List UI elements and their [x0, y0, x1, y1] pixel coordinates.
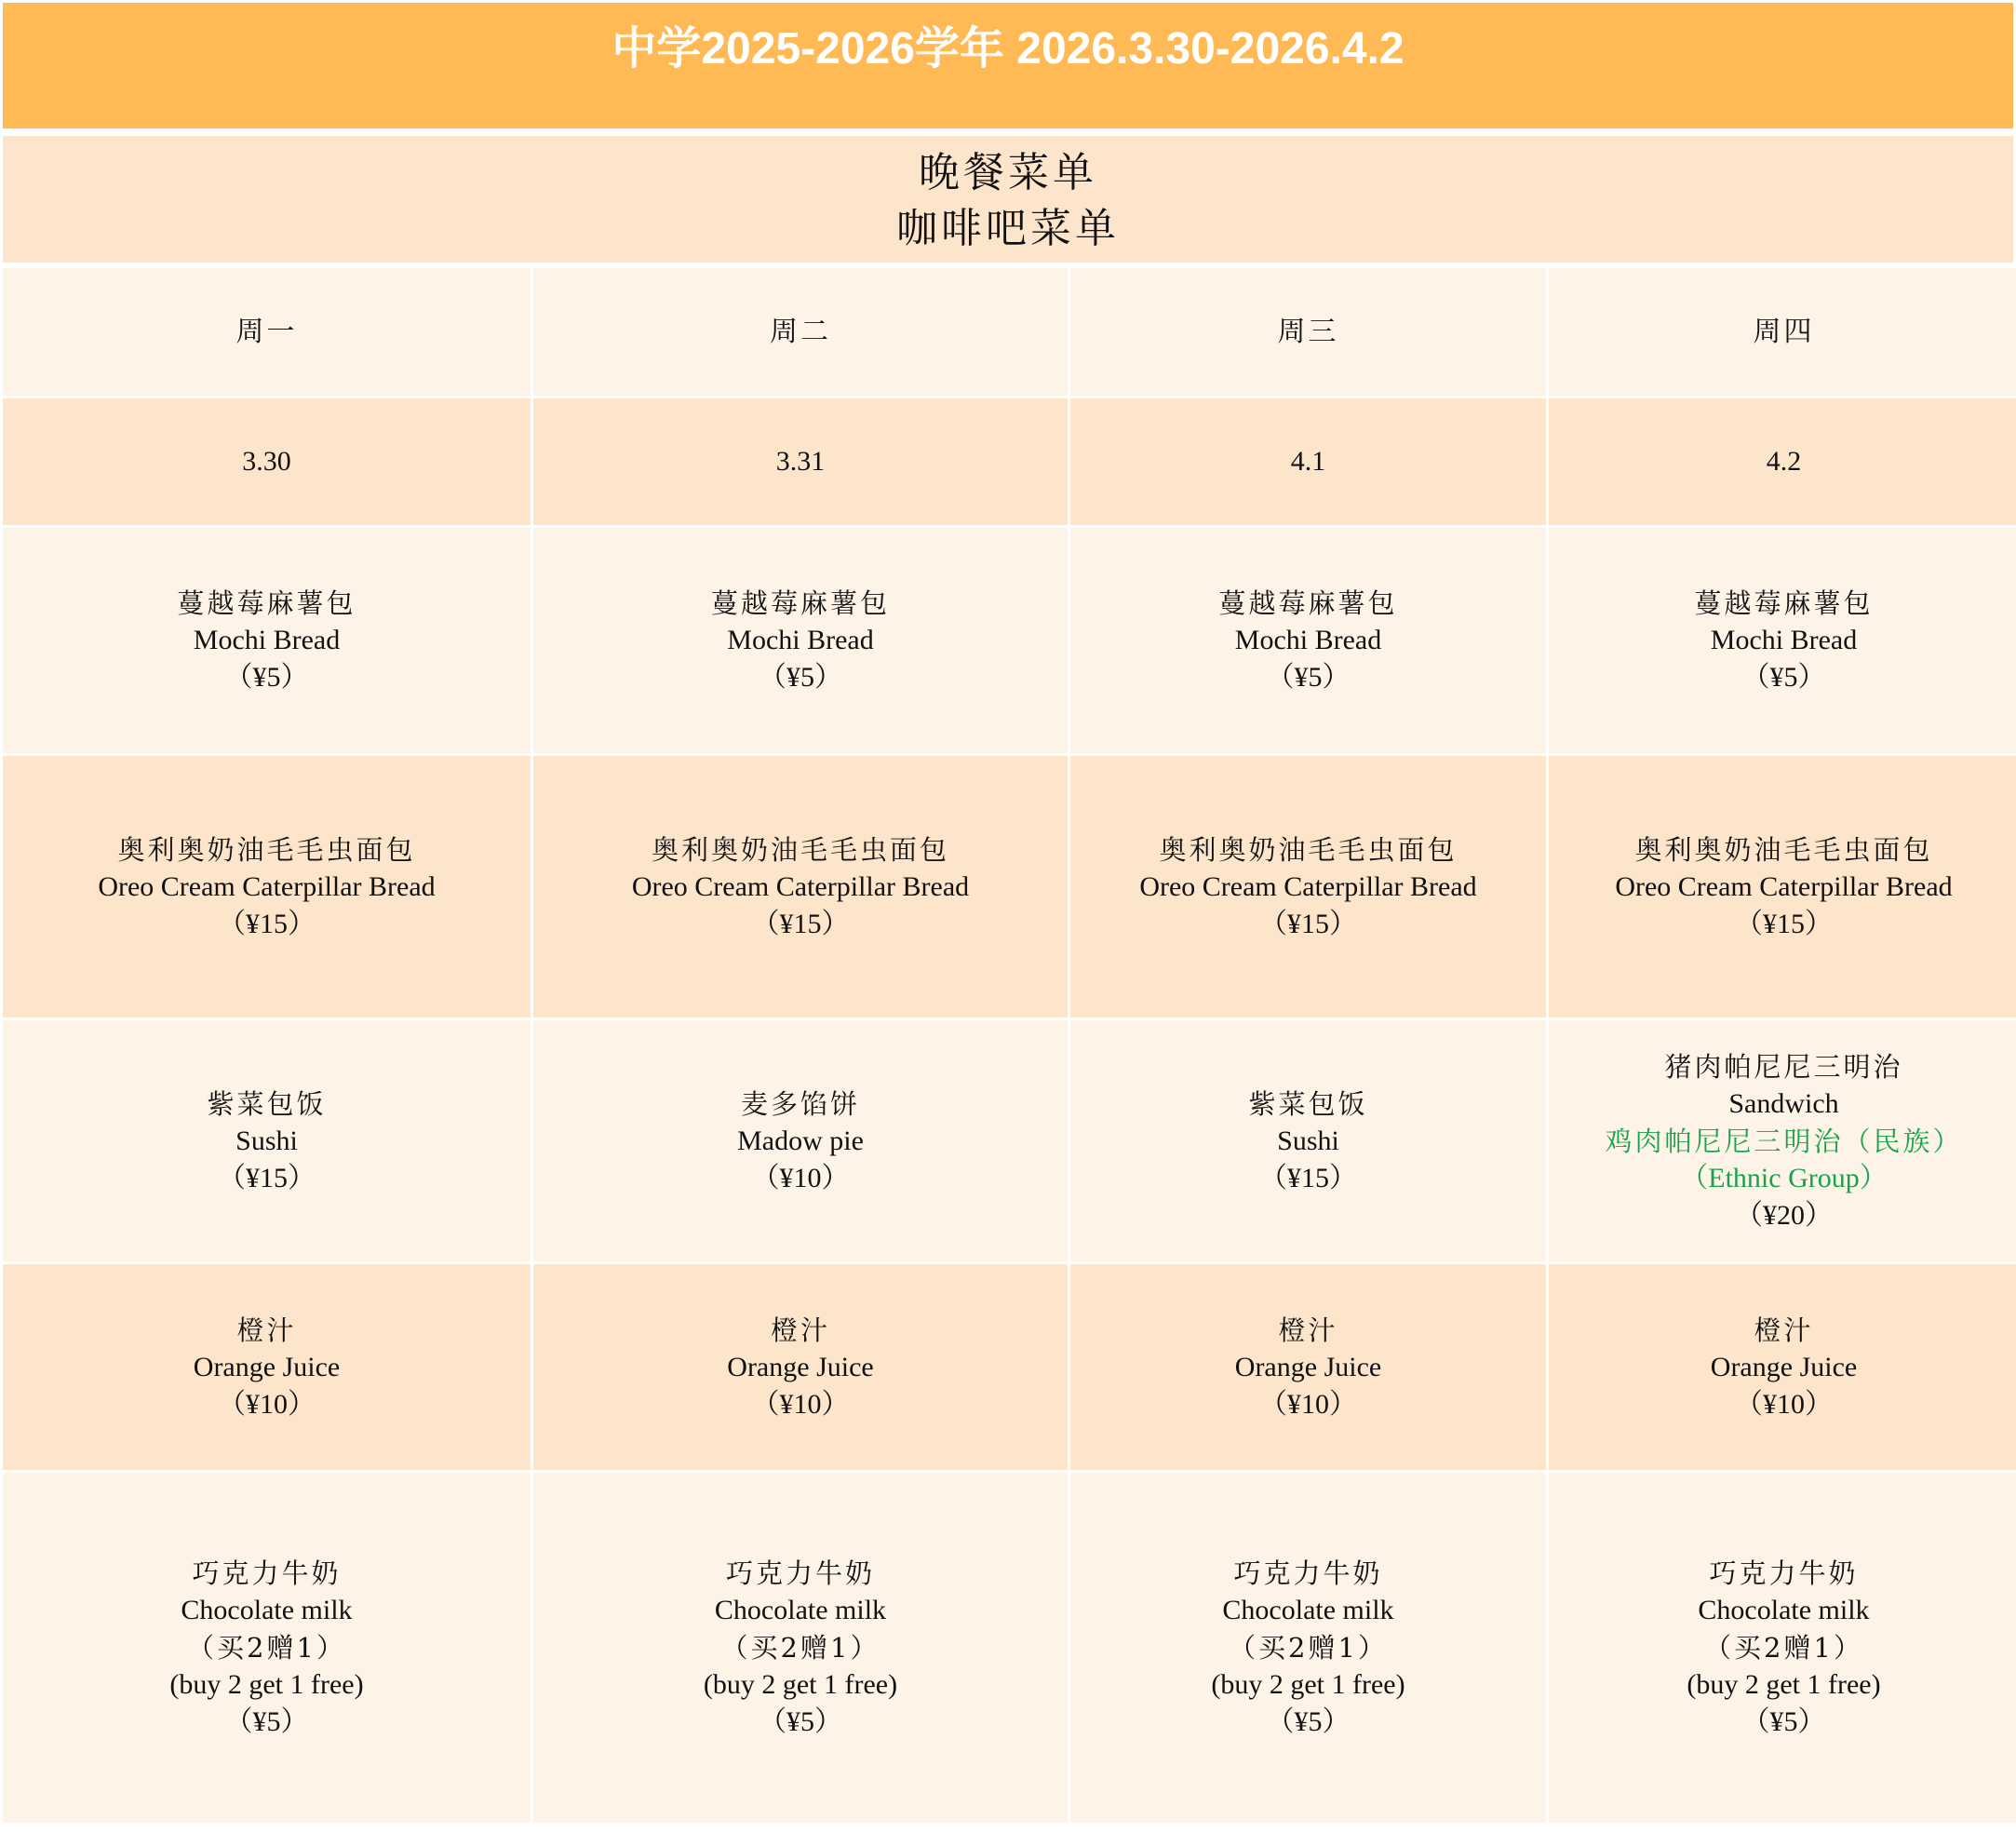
item-name-zh: 巧克力牛奶 — [725, 1557, 875, 1589]
item-price: （¥10） — [218, 1388, 316, 1420]
promo-en: (buy 2 get 1 free) — [703, 1669, 898, 1700]
item-name-zh: 蔓越莓麻薯包 — [710, 587, 890, 619]
menu-item — [533, 1473, 1068, 1823]
menu-item — [1070, 1020, 1546, 1261]
item-name-en: Mochi Bread — [193, 625, 341, 655]
item-name-en: Orange Juice — [193, 1351, 341, 1382]
item-price: （¥5） — [1266, 662, 1351, 693]
item-name-zh: 蔓越莓麻薯包 — [1218, 587, 1398, 619]
item-name-zh: 蔓越莓麻薯包 — [1694, 587, 1874, 619]
menu-item — [533, 1020, 1068, 1261]
date-cell: 4.1 — [1070, 398, 1546, 525]
item-price: （¥15） — [218, 1162, 316, 1193]
menu-item — [1549, 528, 2016, 753]
item-price: （¥5） — [224, 1706, 309, 1737]
item-name-zh: 奥利奥奶油毛毛虫面包 — [117, 833, 416, 866]
item-name-zh: 奥利奥奶油毛毛虫面包 — [1159, 833, 1458, 866]
menu-item — [1549, 756, 2016, 1018]
menu-table — [0, 265, 2016, 1826]
item-price: （¥5） — [1741, 662, 1826, 693]
weekday-cell: 周四 — [1549, 268, 2016, 396]
item-price: （¥15） — [1259, 1162, 1357, 1193]
menu-item — [1070, 1473, 1546, 1823]
menu-item — [1070, 528, 1546, 753]
item-name-en: Chocolate milk — [1698, 1595, 1870, 1625]
item-name-en: Chocolate milk — [714, 1595, 887, 1625]
item-price: （¥15） — [751, 908, 850, 939]
menu-row-chocolate-milk — [3, 1473, 2016, 1823]
dinner-menu-heading: 晚餐菜单 — [919, 149, 1097, 196]
item-price: （¥5） — [1741, 1706, 1826, 1737]
promo-zh: （买2赠1） — [187, 1632, 346, 1664]
item-name-zh: 橙汁 — [770, 1314, 830, 1346]
item-price: （¥5） — [759, 1706, 842, 1737]
item-price: （¥15） — [218, 908, 316, 939]
cafe-menu-heading: 咖啡吧菜单 — [896, 205, 1120, 252]
date-cell: 4.2 — [1549, 398, 2016, 525]
item-name-en: Oreo Cream Caterpillar Bread — [1139, 870, 1477, 902]
item-name-en: Oreo Cream Caterpillar Bread — [1615, 870, 1953, 902]
item-name-en: Orange Juice — [1710, 1351, 1858, 1382]
item-name-en: Mochi Bread — [1234, 625, 1382, 655]
menu-item — [3, 528, 531, 753]
item-price: （¥10） — [1259, 1388, 1357, 1420]
date-cell: 3.31 — [533, 398, 1068, 525]
item-name-en: Chocolate milk — [181, 1595, 353, 1625]
date-cell: 3.30 — [3, 398, 531, 525]
item-name-zh: 橙汁 — [1278, 1314, 1338, 1346]
promo-zh: （买2赠1） — [1229, 1632, 1388, 1664]
item-name-zh: 奥利奥奶油毛毛虫面包 — [1634, 833, 1933, 866]
item-name-en: Oreo Cream Caterpillar Bread — [98, 870, 436, 902]
item-price: （¥5） — [1266, 1706, 1351, 1737]
item-price: （¥15） — [1259, 908, 1357, 939]
promo-en: (buy 2 get 1 free) — [169, 1669, 364, 1700]
item-name-en: Madow pie — [737, 1125, 864, 1156]
menu-subtitle — [3, 136, 2013, 263]
promo-zh: （买2赠1） — [720, 1632, 880, 1664]
item-name-en: Mochi Bread — [1710, 625, 1858, 655]
ethnic-option-en: （Ethnic Group） — [1680, 1162, 1888, 1193]
item-price: （¥20） — [1735, 1199, 1833, 1231]
promo-en: (buy 2 get 1 free) — [1687, 1669, 1881, 1700]
menu-row-mochi — [3, 528, 2016, 753]
item-price: （¥5） — [759, 662, 842, 693]
item-price: （¥10） — [751, 1388, 850, 1420]
menu-item — [533, 1264, 1068, 1470]
weekday-cell: 周二 — [533, 268, 1068, 396]
item-name-zh: 麦多馅饼 — [740, 1087, 860, 1120]
item-name-zh: 巧克力牛奶 — [1709, 1557, 1859, 1589]
menu-item — [3, 1020, 531, 1261]
menu-item — [533, 756, 1068, 1018]
menu-item — [1549, 1020, 2016, 1261]
item-name-zh: 紫菜包饭 — [1248, 1087, 1368, 1120]
menu-item — [3, 1473, 531, 1823]
item-name-en: Sandwich — [1728, 1087, 1839, 1119]
promo-en: (buy 2 get 1 free) — [1211, 1669, 1405, 1700]
menu-item — [1549, 1473, 2016, 1823]
menu-item — [3, 1264, 531, 1470]
item-price: （¥10） — [751, 1162, 850, 1193]
ethnic-option-zh: 鸡肉帕尼尼三明治（民族） — [1605, 1125, 1963, 1157]
date-row — [3, 398, 2016, 525]
weekday-cell: 周一 — [3, 268, 531, 396]
item-name-zh: 奥利奥奶油毛毛虫面包 — [651, 833, 949, 866]
item-name-zh: 蔓越莓麻薯包 — [177, 587, 356, 619]
item-name-zh: 紫菜包饭 — [207, 1087, 327, 1120]
menu-row-juice — [3, 1264, 2016, 1470]
item-name-zh: 巧克力牛奶 — [1233, 1557, 1383, 1589]
menu-item — [1070, 1264, 1546, 1470]
weekday-cell: 周三 — [1070, 268, 1546, 396]
item-name-en: Mochi Bread — [727, 625, 874, 655]
item-price: （¥5） — [224, 662, 309, 693]
menu-item — [1549, 1264, 2016, 1470]
item-name-zh: 巧克力牛奶 — [192, 1557, 342, 1589]
item-name-zh: 橙汁 — [236, 1314, 297, 1346]
item-price: （¥15） — [1735, 908, 1833, 939]
menu-row-oreo — [3, 756, 2016, 1018]
item-name-en: Sushi — [1277, 1125, 1339, 1156]
menu-item — [3, 756, 531, 1018]
menu-row-main — [3, 1020, 2016, 1261]
item-name-en: Sushi — [235, 1125, 298, 1156]
item-name-en: Orange Juice — [727, 1351, 874, 1382]
item-price: （¥10） — [1735, 1388, 1833, 1420]
item-name-zh: 猪肉帕尼尼三明治 — [1664, 1050, 1903, 1083]
promo-zh: （买2赠1） — [1704, 1632, 1863, 1664]
page-title: 中学2025-2026学年 2026.3.30-2026.4.2 — [3, 3, 2013, 128]
menu-item — [1070, 756, 1546, 1018]
item-name-zh: 橙汁 — [1754, 1314, 1814, 1346]
menu-item — [533, 528, 1068, 753]
item-name-en: Chocolate milk — [1222, 1595, 1394, 1625]
weekday-row — [3, 268, 2016, 396]
item-name-en: Orange Juice — [1234, 1351, 1382, 1382]
item-name-en: Oreo Cream Caterpillar Bread — [631, 870, 970, 902]
